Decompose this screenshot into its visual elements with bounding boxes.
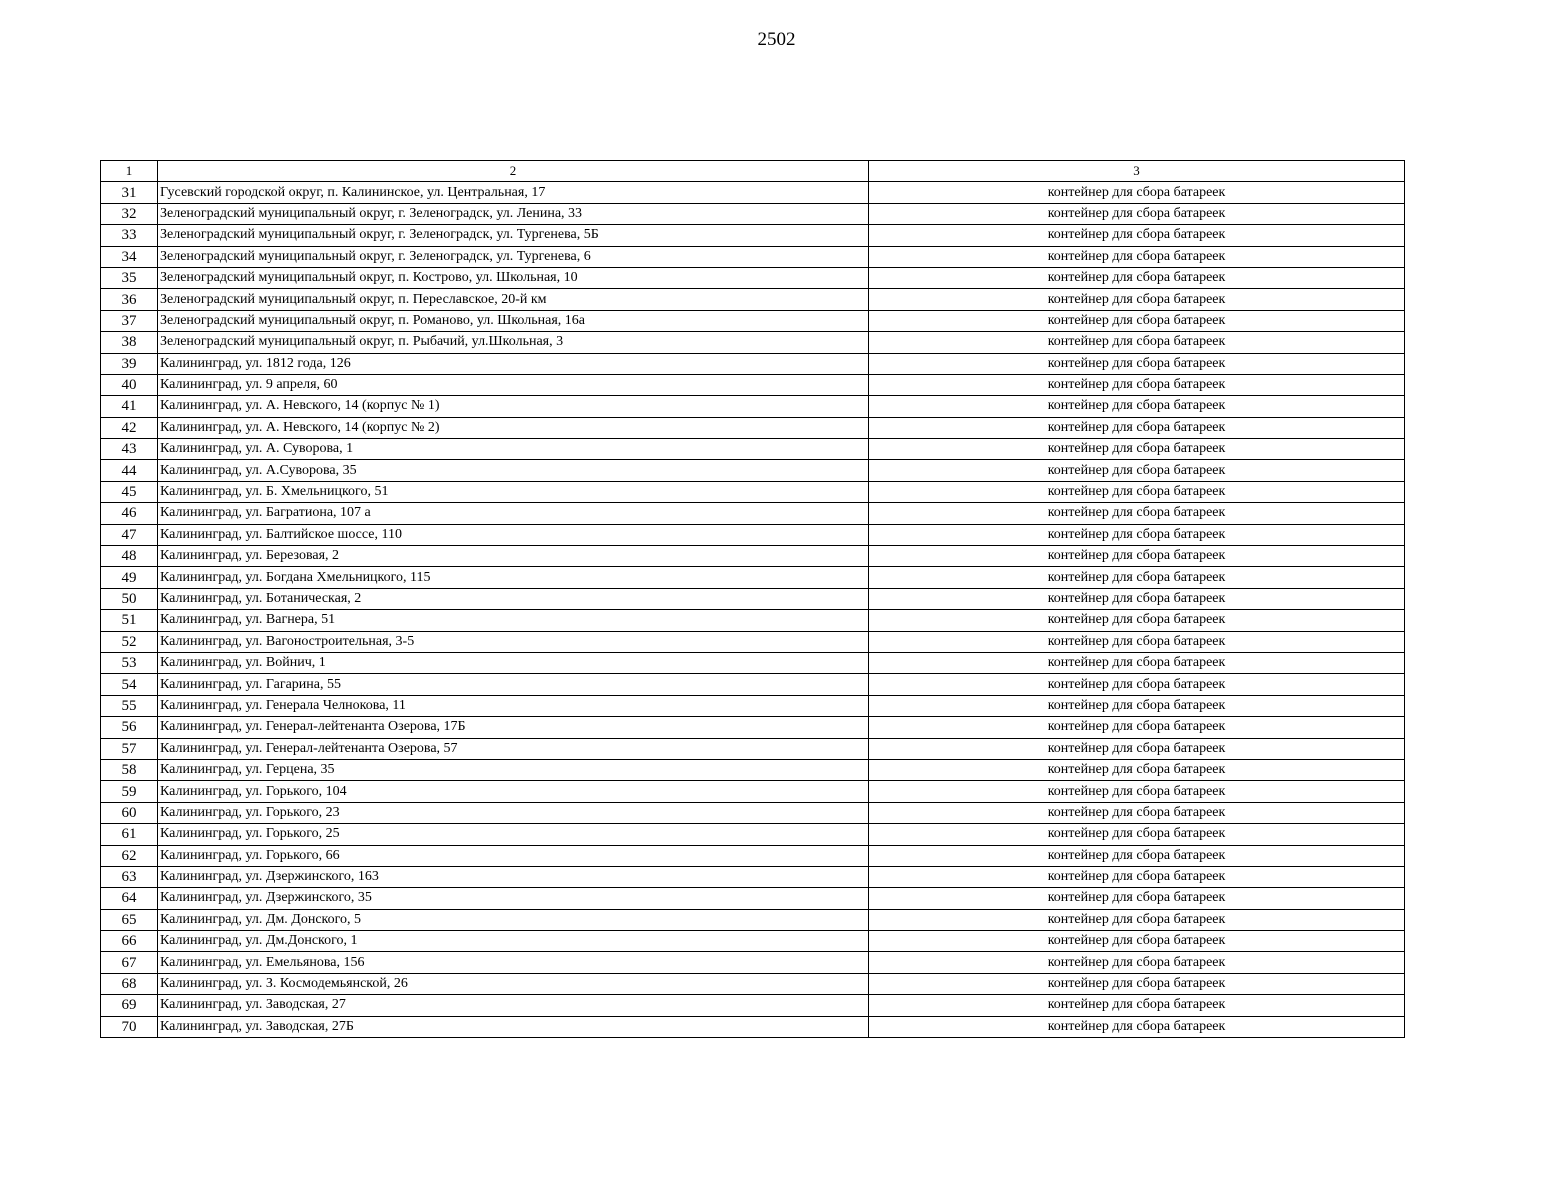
row-address: Калининград, ул. Генерал-лейтенанта Озерова, 17Б (158, 717, 869, 738)
row-number: 44 (101, 460, 158, 481)
row-type: контейнер для сбора батареек (869, 973, 1405, 994)
table-row (101, 481, 1405, 502)
row-number: 47 (101, 524, 158, 545)
row-number: 62 (101, 845, 158, 866)
row-number: 56 (101, 717, 158, 738)
row-number: 57 (101, 738, 158, 759)
table-row (101, 952, 1405, 973)
row-number: 32 (101, 203, 158, 224)
row-number: 49 (101, 567, 158, 588)
collection-points-table (100, 160, 1405, 1038)
row-number: 43 (101, 439, 158, 460)
table-row (101, 888, 1405, 909)
row-number: 45 (101, 481, 158, 502)
row-type: контейнер для сбора батареек (869, 225, 1405, 246)
table-row (101, 995, 1405, 1016)
row-number: 63 (101, 866, 158, 887)
row-type: контейнер для сбора батареек (869, 374, 1405, 395)
row-type: контейнер для сбора батареек (869, 417, 1405, 438)
table-row (101, 546, 1405, 567)
row-address: Калининград, ул. Войнич, 1 (158, 652, 869, 673)
row-type: контейнер для сбора батареек (869, 481, 1405, 502)
table-row (101, 802, 1405, 823)
row-number: 68 (101, 973, 158, 994)
row-type: контейнер для сбора батареек (869, 674, 1405, 695)
row-address: Калининград, ул. Заводская, 27Б (158, 1016, 869, 1037)
row-address: Калининград, ул. Горького, 104 (158, 781, 869, 802)
row-number: 48 (101, 546, 158, 567)
row-type: контейнер для сбора батареек (869, 610, 1405, 631)
row-address: Калининград, ул. Дзержинского, 35 (158, 888, 869, 909)
table-row (101, 824, 1405, 845)
row-type: контейнер для сбора батареек (869, 524, 1405, 545)
table-row (101, 845, 1405, 866)
row-number: 60 (101, 802, 158, 823)
table-row (101, 332, 1405, 353)
row-number: 65 (101, 909, 158, 930)
row-type: контейнер для сбора батареек (869, 439, 1405, 460)
row-number: 33 (101, 225, 158, 246)
row-number: 67 (101, 952, 158, 973)
row-type: контейнер для сбора батареек (869, 781, 1405, 802)
row-type: контейнер для сбора батареек (869, 888, 1405, 909)
row-number: 58 (101, 759, 158, 780)
row-type: контейнер для сбора батареек (869, 952, 1405, 973)
row-address: Калининград, ул. Балтийское шоссе, 110 (158, 524, 869, 545)
row-address: Зеленоградский муниципальный округ, п. Переславское, 20-й км (158, 289, 869, 310)
row-number: 51 (101, 610, 158, 631)
row-number: 35 (101, 267, 158, 288)
table-row (101, 417, 1405, 438)
page-number: 2502 (757, 29, 796, 50)
table-row (101, 182, 1405, 203)
row-type: контейнер для сбора батареек (869, 267, 1405, 288)
table-row (101, 866, 1405, 887)
table-row (101, 460, 1405, 481)
row-address: Зеленоградский муниципальный округ, г. Зеленоградск, ул. Ленина, 33 (158, 203, 869, 224)
table-row (101, 567, 1405, 588)
table-row (101, 909, 1405, 930)
row-number: 36 (101, 289, 158, 310)
table-row (101, 717, 1405, 738)
table-row (101, 759, 1405, 780)
row-type: контейнер для сбора батареек (869, 845, 1405, 866)
row-type: контейнер для сбора батареек (869, 866, 1405, 887)
table-row (101, 267, 1405, 288)
table-row (101, 503, 1405, 524)
table-row (101, 973, 1405, 994)
table-row (101, 738, 1405, 759)
row-type: контейнер для сбора батареек (869, 717, 1405, 738)
row-number: 34 (101, 246, 158, 267)
row-address: Калининград, ул. 9 апреля, 60 (158, 374, 869, 395)
row-type: контейнер для сбора батареек (869, 695, 1405, 716)
table-row (101, 1016, 1405, 1037)
table-row (101, 374, 1405, 395)
row-number: 39 (101, 353, 158, 374)
row-address: Зеленоградский муниципальный округ, г. Зеленоградск, ул. Тургенева, 5Б (158, 225, 869, 246)
row-type: контейнер для сбора батареек (869, 289, 1405, 310)
row-type: контейнер для сбора батареек (869, 652, 1405, 673)
row-number: 61 (101, 824, 158, 845)
row-type: контейнер для сбора батареек (869, 631, 1405, 652)
row-number: 55 (101, 695, 158, 716)
row-address: Калининград, ул. А.Суворова, 35 (158, 460, 869, 481)
column-header-address: 2 (158, 161, 869, 182)
table-row (101, 652, 1405, 673)
row-address: Калининград, ул. Багратиона, 107 а (158, 503, 869, 524)
row-type: контейнер для сбора батареек (869, 909, 1405, 930)
row-address: Калининград, ул. Генерал-лейтенанта Озерова, 57 (158, 738, 869, 759)
row-type: контейнер для сбора батареек (869, 759, 1405, 780)
row-type: контейнер для сбора батареек (869, 588, 1405, 609)
row-address: Калининград, ул. А. Суворова, 1 (158, 439, 869, 460)
row-number: 66 (101, 931, 158, 952)
row-address: Калининград, ул. Генерала Челнокова, 11 (158, 695, 869, 716)
row-address: Калининград, ул. Березовая, 2 (158, 546, 869, 567)
row-address: Калининград, ул. Горького, 66 (158, 845, 869, 866)
row-address: Калининград, ул. Вагнера, 51 (158, 610, 869, 631)
row-number: 70 (101, 1016, 158, 1037)
table-row (101, 310, 1405, 331)
row-type: контейнер для сбора батареек (869, 182, 1405, 203)
table-row (101, 781, 1405, 802)
row-address: Калининград, ул. Заводская, 27 (158, 995, 869, 1016)
row-number: 50 (101, 588, 158, 609)
row-type: контейнер для сбора батареек (869, 802, 1405, 823)
row-type: контейнер для сбора батареек (869, 738, 1405, 759)
row-number: 54 (101, 674, 158, 695)
table-row (101, 396, 1405, 417)
row-address: Калининград, ул. З. Космодемьянской, 26 (158, 973, 869, 994)
column-header-number: 1 (101, 161, 158, 182)
table-row (101, 931, 1405, 952)
table-row (101, 246, 1405, 267)
table-row (101, 588, 1405, 609)
table-row (101, 439, 1405, 460)
table-body (101, 161, 1405, 1038)
table-row (101, 674, 1405, 695)
row-type: контейнер для сбора батареек (869, 396, 1405, 417)
row-address: Калининград, ул. Вагоностроительная, 3-5 (158, 631, 869, 652)
row-address: Зеленоградский муниципальный округ, п. Романово, ул. Школьная, 16а (158, 310, 869, 331)
table-header-row (101, 161, 1405, 182)
row-address: Калининград, ул. Дзержинского, 163 (158, 866, 869, 887)
row-address: Калининград, ул. Дм. Донского, 5 (158, 909, 869, 930)
row-number: 31 (101, 182, 158, 203)
row-type: контейнер для сбора батареек (869, 546, 1405, 567)
table-row (101, 289, 1405, 310)
table-row (101, 203, 1405, 224)
row-address: Зеленоградский муниципальный округ, г. Зеленоградск, ул. Тургенева, 6 (158, 246, 869, 267)
row-address: Калининград, ул. Дм.Донского, 1 (158, 931, 869, 952)
row-number: 52 (101, 631, 158, 652)
row-address: Калининград, ул. Гагарина, 55 (158, 674, 869, 695)
table-row (101, 353, 1405, 374)
row-number: 59 (101, 781, 158, 802)
row-number: 42 (101, 417, 158, 438)
row-type: контейнер для сбора батареек (869, 931, 1405, 952)
row-type: контейнер для сбора батареек (869, 460, 1405, 481)
table-row (101, 631, 1405, 652)
row-type: контейнер для сбора батареек (869, 503, 1405, 524)
row-type: контейнер для сбора батареек (869, 332, 1405, 353)
row-address: Зеленоградский муниципальный округ, п. Кострово, ул. Школьная, 10 (158, 267, 869, 288)
row-number: 69 (101, 995, 158, 1016)
row-type: контейнер для сбора батареек (869, 824, 1405, 845)
table-row (101, 524, 1405, 545)
row-number: 37 (101, 310, 158, 331)
row-address: Калининград, ул. Богдана Хмельницкого, 115 (158, 567, 869, 588)
row-address: Калининград, ул. 1812 года, 126 (158, 353, 869, 374)
row-address: Калининград, ул. Б. Хмельницкого, 51 (158, 481, 869, 502)
column-header-type: 3 (869, 161, 1405, 182)
table-row (101, 225, 1405, 246)
row-number: 41 (101, 396, 158, 417)
row-address: Зеленоградский муниципальный округ, п. Рыбачий, ул.Школьная, 3 (158, 332, 869, 353)
row-address: Калининград, ул. Горького, 23 (158, 802, 869, 823)
row-type: контейнер для сбора батареек (869, 353, 1405, 374)
row-number: 53 (101, 652, 158, 673)
row-type: контейнер для сбора батареек (869, 1016, 1405, 1037)
row-address: Калининград, ул. А. Невского, 14 (корпус № 1) (158, 396, 869, 417)
table-row (101, 695, 1405, 716)
row-type: контейнер для сбора батареек (869, 995, 1405, 1016)
row-address: Калининград, ул. Ботаническая, 2 (158, 588, 869, 609)
row-address: Калининград, ул. Емельянова, 156 (158, 952, 869, 973)
row-type: контейнер для сбора батареек (869, 246, 1405, 267)
row-type: контейнер для сбора батареек (869, 203, 1405, 224)
row-address: Гусевский городской округ, п. Калининское, ул. Центральная, 17 (158, 182, 869, 203)
row-type: контейнер для сбора батареек (869, 310, 1405, 331)
row-address: Калининград, ул. Герцена, 35 (158, 759, 869, 780)
row-address: Калининград, ул. А. Невского, 14 (корпус № 2) (158, 417, 869, 438)
row-number: 40 (101, 374, 158, 395)
row-address: Калининград, ул. Горького, 25 (158, 824, 869, 845)
row-number: 38 (101, 332, 158, 353)
row-number: 46 (101, 503, 158, 524)
table-row (101, 610, 1405, 631)
row-type: контейнер для сбора батареек (869, 567, 1405, 588)
row-number: 64 (101, 888, 158, 909)
